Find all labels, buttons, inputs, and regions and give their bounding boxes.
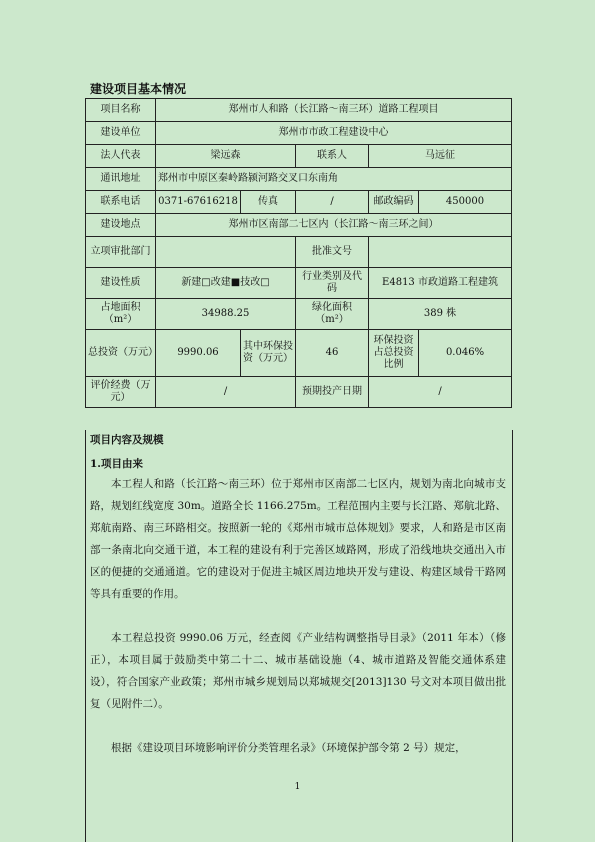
legal-rep-value: 梁远森 [156, 145, 296, 168]
site-label: 建设地点 [86, 214, 156, 237]
table-row [86, 122, 512, 145]
project-info-table [85, 98, 512, 408]
area-label: 占地面积（m²） [86, 299, 156, 330]
env-ratio-label: 环保投资占总投资比例 [369, 330, 419, 377]
contact-label: 联系人 [296, 145, 369, 168]
green-label: 绿化面积（m²） [296, 299, 369, 330]
address-value: 郑州市中原区秦岭路颍河路交叉口东南角 [156, 168, 512, 191]
nature-value: 新建□改建■技改□ [156, 268, 296, 299]
contact-value: 马远征 [369, 145, 512, 168]
table-row [86, 168, 512, 191]
nature-label: 建设性质 [86, 268, 156, 299]
page-number: 1 [294, 782, 301, 792]
table-row [86, 377, 512, 408]
invest-value: 9990.06 [156, 330, 241, 377]
legal-rep-label: 法人代表 [86, 145, 156, 168]
approval-no-value [369, 237, 512, 268]
project-name-value: 郑州市人和路（长江路～南三环）道路工程项目 [156, 99, 512, 122]
table-row [86, 237, 512, 268]
approval-no-label: 批准文号 [296, 237, 369, 268]
paragraph: 根据《建设项目环境影响评价分类管理名录》（环境保护部令第 2 号）规定， [111, 742, 466, 754]
eval-cost-value: / [156, 377, 296, 408]
project-name-label: 项目名称 [86, 99, 156, 122]
phone-label: 联系电话 [86, 191, 156, 214]
builder-label: 建设单位 [86, 122, 156, 145]
fax-value: / [296, 191, 369, 214]
project-content-cell [85, 430, 513, 842]
env-invest-label: 其中环保投资（万元） [241, 330, 296, 377]
start-date-value: / [369, 377, 512, 408]
content-subheading: 1.项目由来 [90, 458, 143, 470]
green-value: 389 株 [369, 299, 512, 330]
invest-label: 总投资（万元） [86, 330, 156, 377]
env-ratio-value: 0.046% [419, 330, 512, 377]
table-row [86, 330, 512, 377]
builder-value: 郑州市市政工程建设中心 [156, 122, 512, 145]
postcode-label: 邮政编码 [369, 191, 419, 214]
eval-cost-label: 评价经费（万元） [86, 377, 156, 408]
section-title: 建设项目基本情况 [90, 82, 187, 96]
site-value: 郑州市区南部二七区内（长江路～南三环之间） [156, 214, 512, 237]
postcode-value: 450000 [419, 191, 512, 214]
approval-dept-value [156, 237, 296, 268]
paragraph: 本工程总投资 9990.06 万元，经查阅《产业结构调整指导目录》（2011 年本）（修正），本项目属于鼓励类中第二十二、城市基础设施（4、城市道路及智能交通体系建设），符合国家产业政策；郑州市城乡规划局以郑城规交[2013]130 号文对本项目做出批复（见附件二）。 [90, 632, 506, 710]
address-label: 通讯地址 [86, 168, 156, 191]
table-row [86, 145, 512, 168]
start-date-label: 预期投产日期 [296, 377, 369, 408]
industry-label: 行业类别及代码 [296, 268, 369, 299]
table-row [86, 214, 512, 237]
table-row [86, 299, 512, 330]
fax-label: 传真 [241, 191, 296, 214]
area-value: 34988.25 [156, 299, 296, 330]
table-row [86, 268, 512, 299]
approval-dept-label: 立项审批部门 [86, 237, 156, 268]
env-invest-value: 46 [296, 330, 369, 377]
content-heading: 项目内容及规模 [90, 434, 164, 446]
table-row [86, 99, 512, 122]
paragraph: 本工程人和路（长江路～南三环）位于郑州市区南部二七区内，规划为南北向城市支路，规划红线宽度 30m。道路全长 1166.275m。工程范围内主要与长江路、郑航北路、郑航南路、南三环路相交。按照新一轮的《郑州市城市总体规划》要求，人和路是市区南部一条南北向交通干道，本工程的建设有利于完善区域路网，形成了沿线地块交通出入市区的便捷的交通通道。它的建设对于促进主城区周边地块开发与建设、构建区域骨干路网等具有重要的作用。 [90, 478, 506, 600]
industry-value: E4813 市政道路工程建筑 [369, 268, 512, 299]
table-row [86, 191, 512, 214]
phone-value: 0371-67616218 [156, 191, 241, 214]
